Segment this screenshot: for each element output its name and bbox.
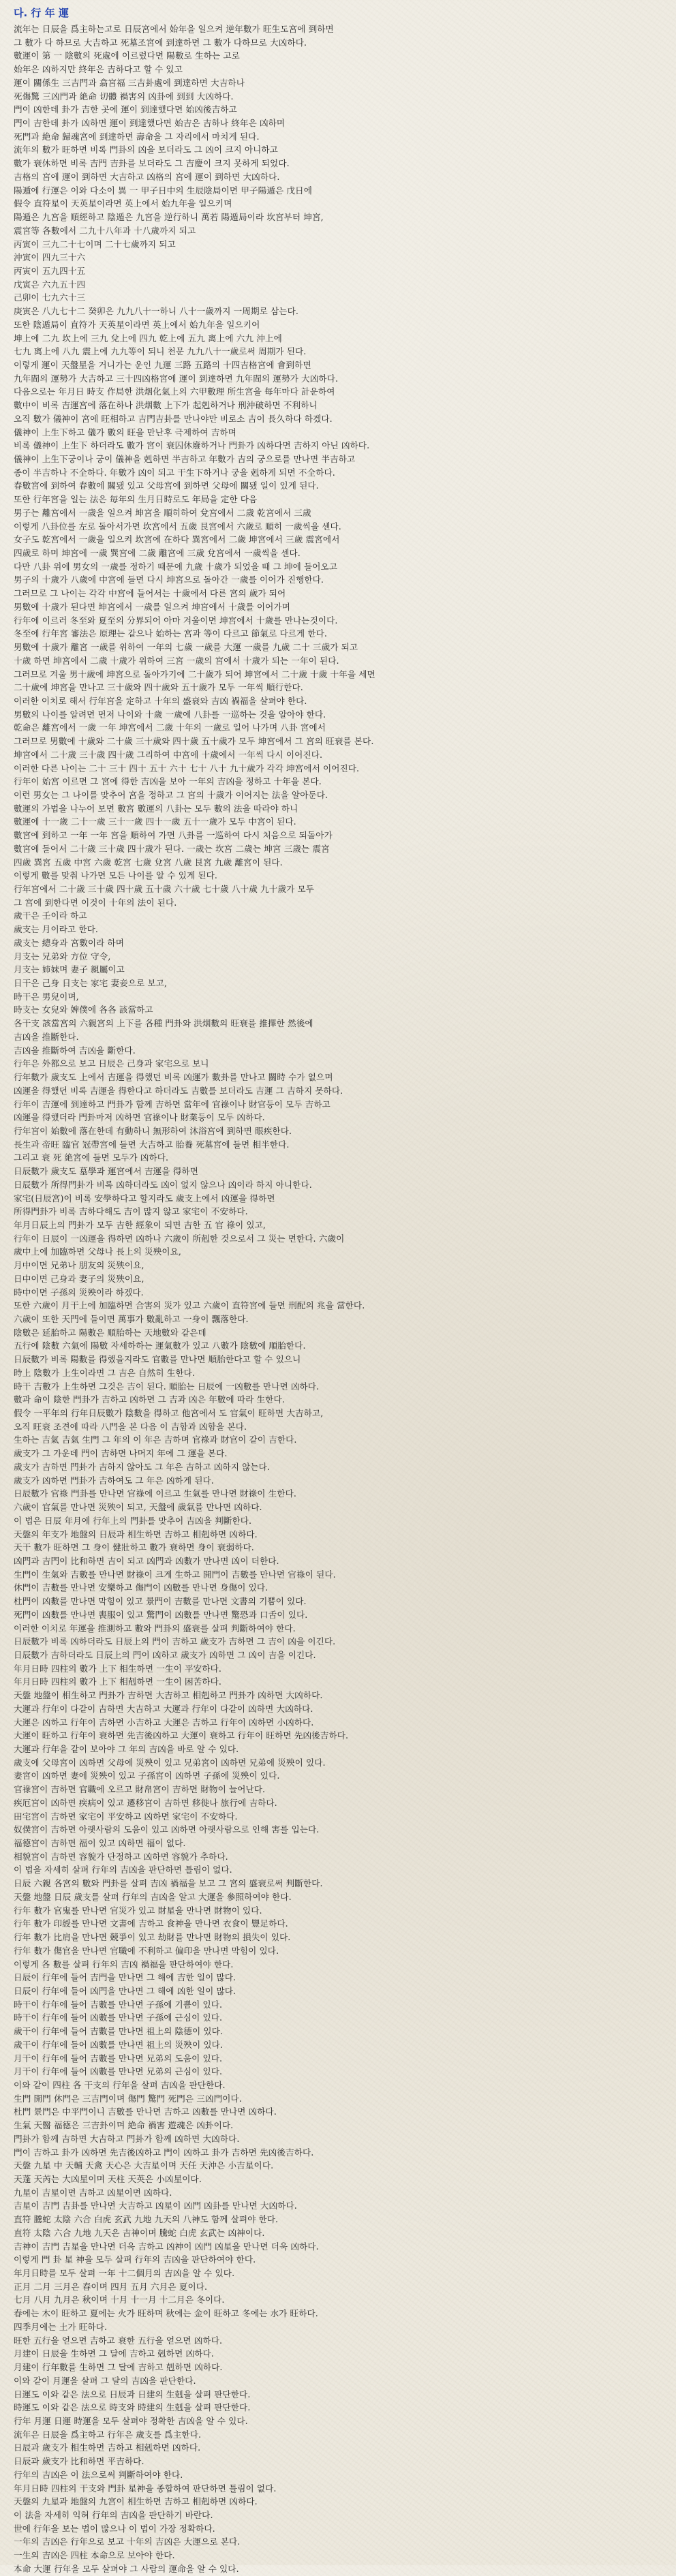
text-line: 年月日時 四柱의 干支와 門卦 星神을 종합하여 판단하면 틀림이 없다. bbox=[14, 2483, 277, 2494]
text-line: 門卦가 함께 吉하면 大吉하고 門卦가 함께 凶하면 大凶하다. bbox=[14, 2133, 240, 2144]
text-line: 行年의 吉凶은 이 法으로써 判斷하여야 한다. bbox=[14, 2469, 183, 2480]
text-line: 歲支는 月이라고 한다. bbox=[14, 924, 98, 935]
text-line: 男子는 離宮에서 一歲을 일으켜 坤宮을 順히하여 兌宮에서 二歲 乾宮에서 三歲 bbox=[14, 507, 311, 518]
text-line: 死門과 絶命 歸魂宮에 到達하면 壽命을 그 자리에서 마치게 된다. bbox=[14, 131, 260, 142]
text-line: 吉神이 吉門 吉星을 만나면 더욱 吉하고 凶神이 凶門 凶星을 만나면 더욱 凶하다. bbox=[14, 2241, 319, 2252]
text-line: 時干이 行年에 들어 吉數를 만나면 子孫에 기쁨이 있다. bbox=[14, 1999, 223, 2010]
text-line: 月干이 行年에 들어 吉數를 만나면 兄弟의 도움이 있다. bbox=[14, 2053, 223, 2064]
text-line: 流年는 日辰을 爲主하는고로 日辰宮에서 始年을 일으켜 逆年數가 旺生도宮에 到하면 bbox=[14, 24, 334, 34]
text-line: 戊寅은 六九五十四 bbox=[14, 279, 86, 290]
text-line: 陽遁에 行運은 이와 다소이 異 一 甲子日中의 生辰陰局이면 甲子陽遁은 戊日에 bbox=[14, 185, 312, 196]
text-line: 休門이 吉數를 만나면 安樂하고 傷門이 凶數를 만나면 身傷이 있다. bbox=[14, 1582, 268, 1593]
text-line: 冬至에 行年宮 審法은 原理는 같으나 始하는 宮과 等이 다르고 節氣로 다르게 한다. bbox=[14, 628, 327, 639]
text-line: 丙寅이 三九二十七이며 二十七歲까지 되고 bbox=[14, 239, 176, 249]
text-line: 死門이 凶數를 만나면 喪服이 있고 驚門이 凶數를 만나면 驚恐과 口舌이 있다. bbox=[14, 1609, 308, 1620]
text-line: 正月 二月 三月은 春이며 四月 五月 六月은 夏이다. bbox=[14, 2281, 208, 2292]
text-line: 月支는 姉妹며 妻子 親屬이고 bbox=[14, 964, 125, 975]
text-line: 歲中上에 加臨하면 父母나 長上의 災殃이요, bbox=[14, 1246, 182, 1257]
text-line: 日辰數가 歲支도 墓學과 運宮에서 吉運을 得하면 bbox=[14, 1166, 198, 1177]
text-line: 時上 陰數가 上生이라면 그 吉은 自然히 生한다. bbox=[14, 1367, 196, 1378]
text-line: 이러한 이치로 年運을 推測하고 數와 門卦의 盛衰를 살펴 判斷하여야 한다. bbox=[14, 1623, 296, 1634]
text-line: 이러한 이치로 해서 行年宮을 定하고 十年의 盛衰와 吉凶 禍福을 살펴야 한다. bbox=[14, 695, 307, 706]
text-line: 오직 數가 儀神이 宮에 旺相하고 吉門吉卦를 만나야만 비로소 吉이 長久하다 하겠다. bbox=[14, 413, 333, 424]
text-line: 數宮에 들어서 二十歲 三十歲 四十歲가 된다. 一歲는 坎宮 二歲는 坤宮 三歲는 震宮 bbox=[14, 843, 330, 854]
text-line: 行年은 外都으로 보고 日辰은 己身과 家宅으로 보니 bbox=[14, 1058, 209, 1069]
text-line: 數運이 第 一 陰數의 死處에 이르렀다면 陽數로 生하는 고로 bbox=[14, 50, 240, 61]
text-line: 月干이 行年에 들어 凶數를 만나면 兄弟의 근심이 있다. bbox=[14, 2066, 223, 2077]
text-line: 儀神이 上生下궁이나 궁이 儀神을 剋하면 半吉하고 年數가 吉의 궁으로를 만나면 半吉하고 bbox=[14, 454, 356, 464]
text-line: 凶運을 得했더라 門卦마저 凶하면 官祿이나 財業등이 모두 凶하다. bbox=[14, 1112, 265, 1123]
text-line: 또한 陰遁局이 直符가 天英星이라면 英上에서 始九年을 일으키어 bbox=[14, 319, 260, 330]
text-line: 六歲이 官氣를 만나면 災殃이 되고, 天盤에 歲氣를 만나면 凶하다. bbox=[14, 1502, 262, 1513]
text-line: 行年 數가 印綬를 만나면 文書에 吉하고 食神을 만나면 衣食이 豐足하다. bbox=[14, 1918, 288, 1929]
text-line: 종이 半吉하나 不全하다. 年數가 凶이 되고 干生下하거나 궁을 剋하게 되면 不全하다. bbox=[14, 467, 335, 478]
text-line: 流年의 數가 旺하면 비록 門卦의 凶을 보더라도 그 凶이 크지 아니하고 bbox=[14, 144, 278, 155]
text-line: 비록 儀神이 上生下 하더라도 數가 宮이 衰囚休廢하거나 門卦가 凶하다면 吉하지 아닌 凶하다. bbox=[14, 440, 370, 451]
text-line: 이렇게 運이 天盤星을 거니가는 운인 九運 三路 五路의 十四吉格宮에 會到하면 bbox=[14, 359, 311, 370]
text-line: 그 數가 다 하므로 大吉하고 死墓조宮에 到達하면 그 數가 다하므로 大凶하다. bbox=[14, 37, 307, 48]
text-line: 所得門卦가 비록 吉하다해도 吉이 많지 않고 家宅이 不安하다. bbox=[14, 1206, 248, 1217]
text-line: 日辰이 行年에 들어 吉門을 만나면 그 해에 吉한 일이 많다. bbox=[14, 1972, 236, 1983]
text-line: 大運은 凶하고 行年이 吉하면 小吉하고 大運은 吉하고 行年이 凶하면 小凶하다. bbox=[14, 1717, 314, 1728]
text-line: 行年 數가 傷官을 만나면 官職에 不利하고 偏印을 만나면 막힘이 있다. bbox=[14, 1945, 279, 1956]
text-line: 月建이 日辰을 生하면 그 달에 吉하고 剋하면 凶하다. bbox=[14, 2348, 214, 2359]
text-line: 坤宮에서 二十歲 三十歲 四十歲 그리하여 中宮에 十歲에서 一年씩 다시 이어진다. bbox=[14, 749, 323, 760]
text-line: 庚寅은 八九七十二 癸卯은 九九八十一하니 八十一歲까지 一周期로 삼는다. bbox=[14, 306, 298, 317]
text-line: 또한 行年宮을 일는 法은 毎年의 生月日時로도 年局을 定한 다음 bbox=[14, 494, 258, 505]
text-line: 己卯이 七九六十三 bbox=[14, 292, 86, 303]
text-line: 吉凶을 推斷한다. bbox=[14, 1031, 79, 1042]
text-line: 陰數은 延胎하고 陽數은 順胎하는 天地數와 같은데 bbox=[14, 1327, 206, 1338]
text-line: 歲支가 그 가운데 門이 吉하면 나머지 年에 그 運을 본다. bbox=[14, 1448, 228, 1459]
text-line: 行年宮에서 二十歲 三十歲 四十歲 五十歲 六十歲 七十歲 八十歲 九十歲가 모두 bbox=[14, 884, 314, 894]
text-line: 天盤의 九星과 地盤의 九宮이 相生하면 吉하고 相剋하면 凶하다. bbox=[14, 2496, 258, 2507]
text-line: 二十歲에 坤宮을 만나고 三十歲와 四十歲와 五十歲가 모두 一年씩 順行한다. bbox=[14, 682, 303, 693]
text-line: 假令 一平年의 行年日辰數가 陰數을 得하고 他宮에서 도 官氣이 旺하면 大吉하고, bbox=[14, 1408, 324, 1419]
text-line: 田宅宮이 吉하면 家宅이 平安하고 凶하면 家宅이 不安하다. bbox=[14, 1811, 238, 1822]
text-line: 日辰 六親 各宮의 數와 門卦를 살펴 吉凶 禍福을 보고 그 宮의 盛衰로써 判斷한다. bbox=[14, 1878, 323, 1889]
text-line: 春數宮에 到하여 春數에 關됐 있고 父母宮에 到하면 父母에 關됐 일이 있게 된다. bbox=[14, 480, 319, 491]
text-line: 大運과 行年이 다같이 吉하면 大吉하고 大運과 行年이 다같이 凶하면 大凶하다. bbox=[14, 1703, 313, 1714]
text-line: 日辰이 行年에 들어 凶門을 만나면 그 해에 凶한 일이 많다. bbox=[14, 1985, 236, 1996]
text-line: 四歲로 하며 坤宮에 一歲 巽宮에 二歲 離宮에 三歲 兌宮에서 一歲씩을 센다. bbox=[14, 548, 301, 559]
text-line: 家宅(日辰宮)이 비록 安學하다고 할지라도 歲支上에서 凶運을 得하면 bbox=[14, 1193, 275, 1203]
text-line: 日運도 이와 같은 法으로 日辰과 日建의 生剋을 살펴 판단한다. bbox=[14, 2389, 251, 2399]
text-line: 日辰數가 官祿 門卦를 만나면 官祿에 이르고 生氣를 만나면 財祿이 生한다. bbox=[14, 1488, 296, 1499]
text-line: 天盤 九星 中 天輔 天禽 天心은 大吉星이며 天任 天沖은 小吉星이다. bbox=[14, 2160, 274, 2171]
text-line: 吉凶을 推斷하여 吉凶을 斷한다. bbox=[14, 1045, 136, 1056]
text-line: 月支는 兄弟와 方位 守令, bbox=[14, 951, 111, 962]
text-line: 이 법을 자세히 살펴 行年의 吉凶을 판단하면 틀림이 없다. bbox=[14, 1865, 232, 1875]
text-line: 男數에 十歲가 離宮 一歲를 위하여 一年의 七歲 一歲를 大運 一歲를 九歲 二十 三歲가 되고 bbox=[14, 642, 358, 653]
text-line: 大運이 旺하고 行年이 衰하면 先吉後凶하고 大運이 衰하고 行年이 旺하면 先凶後吉하다. bbox=[14, 1730, 349, 1741]
text-line: 行年이 始宮 이르면 그 宮에 得한 吉凶을 보아 一年의 吉凶을 정하고 十年을 본다. bbox=[14, 776, 322, 787]
text-line: 凶運을 得했던 비록 吉運을 得한다고 하더라도 吉數를 보더라도 吉運 그 吉하지 못하다. bbox=[14, 1085, 343, 1096]
text-line: 歲支가 吉하면 門卦가 吉하지 않아도 그 年은 吉하고 凶하지 않는다. bbox=[14, 1461, 271, 1472]
text-line: 歲干은 壬이라 하고 bbox=[14, 910, 87, 921]
text-line: 이렇게 門 卦 星 神을 모두 살펴 行年의 吉凶을 판단하여야 한다. bbox=[14, 2254, 256, 2265]
text-line: 吉格의 宮에 運이 到하면 大吉하고 凶格의 宮에 運이 到하면 大凶하다. bbox=[14, 171, 280, 182]
text-line: 長生과 帝旺 臨官 冠帶宮에 들면 大吉하고 胎養 死墓宮에 들면 相半한다. bbox=[14, 1139, 290, 1150]
text-line: 儀神이 上生下하고 儀가 數의 旺을 만난후 극제하여 吉하며 bbox=[14, 427, 236, 438]
text-line: 오직 旺衰 조견에 따라 八門을 본 다음 이 吉함과 凶함을 본다. bbox=[14, 1421, 247, 1432]
text-line: 四歲 巽宮 五歲 中宮 六歲 乾宮 七歲 兌宮 八歲 艮宮 九歲 離宮이 된다. bbox=[14, 857, 283, 868]
text-line: 時干이 行年에 들어 凶數를 만나면 子孫에 근심이 있다. bbox=[14, 2012, 223, 2023]
text-line: 歲干이 行年에 들어 吉數를 만나면 祖上의 陰德이 있다. bbox=[14, 2026, 223, 2037]
text-line: 行年이 日辰이 一凶運을 得하면 凶하나 六歲이 所剋한 것으로서 그 災는 면한다. 六歲이 bbox=[14, 1233, 345, 1244]
text-line: 本命 大運 行年을 모두 살펴야 그 사람의 運命을 알 수 있다. bbox=[14, 2563, 239, 2574]
text-line: 그리고 衰 死 絶宮에 들면 모두가 凶하다. bbox=[14, 1152, 169, 1163]
text-line: 또한 六歲이 月干上에 加臨하면 合害의 災가 있고 六歲이 直符宮에 들면 刑配의 兆을 當한다. bbox=[14, 1300, 365, 1311]
text-line: 凶門과 吉門이 比和하면 吉이 되고 凶門과 凶數가 만나면 凶이 더한다. bbox=[14, 1555, 279, 1566]
text-line: 日辰數가 비록 凶하더라도 日辰上의 門이 吉하고 歲支가 吉하면 그 吉이 凶을 이긴다. bbox=[14, 1636, 336, 1647]
text-line: 年月日時 四柱의 數가 上下 相生하면 一生이 平安하다. bbox=[14, 1663, 221, 1674]
text-line: 年月日辰上의 門卦가 모두 吉한 經象이 되면 吉한 五 官 祿이 있고, bbox=[14, 1219, 266, 1230]
text-line: 旺한 五行을 얻으면 吉하고 衰한 五行을 얻으면 凶하다. bbox=[14, 2335, 223, 2346]
text-line: 門이 吉한데 卦가 凶하면 運이 到達했다면 始吉은 吉하나 終年은 凶하며 bbox=[14, 118, 286, 129]
text-line: 一年의 吉凶은 行年으로 보고 十年의 吉凶은 大運으로 본다. bbox=[14, 2536, 241, 2547]
text-line: 日辰數가 吉하더라도 日辰上의 門이 凶하고 歲支가 凶하면 그 凶이 吉을 이긴다. bbox=[14, 1649, 316, 1660]
text-line: 震宮等 各數에서 二九十八年과 十八歲까지 되고 bbox=[14, 225, 196, 236]
text-line: 四季月에는 土가 旺하다. bbox=[14, 2321, 108, 2332]
text-line: 數과 命이 陰한 門卦가 吉하고 凶하면 그 吉과 凶은 年數에 따라 生한다. bbox=[14, 1394, 285, 1405]
text-line: 沖寅이 四九三十六 bbox=[14, 252, 86, 263]
text-line: 그 宮에 到한다면 이것이 十年의 法이 된다. bbox=[14, 897, 177, 908]
text-line: 坤上에 二九 坎上에 三九 兌上에 四九 乾上에 五九 离上에 六九 沖上에 bbox=[14, 333, 282, 343]
text-line: 生門이 生氣와 吉數를 만나면 財祿이 크게 生하고 開門이 吉數를 만나면 官祿이 된다. bbox=[14, 1569, 336, 1580]
text-line: 行年數가 歲支도 上에서 吉運을 得했던 비록 凶運가 數卦를 만나고 關時 수가 없으며 bbox=[14, 1072, 333, 1083]
text-line: 九星이 吉星이면 吉하고 凶星이면 凶하다. bbox=[14, 2187, 172, 2198]
text-line: 生門 開門 休門은 三吉門이며 傷門 驚門 死門은 三凶門이다. bbox=[14, 2093, 242, 2104]
text-line: 時運도 이와 같은 法으로 時支와 時建의 生剋을 살펴 판단한다. bbox=[14, 2402, 251, 2413]
text-line: 杜門이 凶數를 만나면 막힘이 있고 景門이 吉數를 만나면 文書의 기쁨이 있다. bbox=[14, 1596, 307, 1607]
text-line: 奴僕宮이 吉하면 아랫사람의 도움이 있고 凶하면 아랫사람으로 인해 害를 입는다. bbox=[14, 1824, 320, 1835]
text-line: 杜門 景門은 中平門이니 吉數를 만나면 吉하고 凶數를 만나면 凶하다. bbox=[14, 2106, 277, 2117]
text-line: 이러한 다른 나이는 二十 三十 四十 五十 六十 七十 八十 九十歲가 각각 坤宮에서 이어진다. bbox=[14, 763, 360, 773]
text-line: 直符 太陰 六合 九地 九天은 吉神이며 騰蛇 白虎 玄武는 凶神이다. bbox=[14, 2227, 265, 2238]
text-line: 歲支가 凶하면 門卦가 吉하여도 그 年은 凶하게 된다. bbox=[14, 1475, 214, 1486]
text-line: 日辰과 歲支가 比和하면 平吉하다. bbox=[14, 2456, 144, 2467]
text-line: 丙寅이 五九四十五 bbox=[14, 265, 86, 276]
text-line: 歲支에 父母宮이 凶하면 父母에 災殃이 있고 兄弟宮이 凶하면 兄弟에 災殃이 있다. bbox=[14, 1757, 326, 1768]
text-line: 歲干이 行年에 들어 凶數를 만나면 祖上의 災殃이 있다. bbox=[14, 2039, 223, 2050]
text-line: 年月日時 四柱의 數가 上下 相剋하면 一生이 困苦하다. bbox=[14, 1676, 221, 1687]
text-line: 年月日時를 모두 살펴 一年 十二個月의 吉凶을 알 수 있다. bbox=[14, 2268, 235, 2279]
text-line: 天蓬 天芮는 大凶星이며 天柱 天英은 小凶星이다. bbox=[14, 2174, 202, 2184]
text-line: 陽遁은 九宮을 順經하고 陰遁은 九宮을 逆行하니 萬若 陽遁局이라 坎宮부터 坤宮, bbox=[14, 212, 324, 223]
text-line: 다만 八卦 위에 男女의 一歲를 정하기 때문에 九歲 十歲가 되었을 때 그 坤에 들어오고 bbox=[14, 561, 338, 572]
text-line: 그러므로 그 나이는 각각 中宮에 들어서는 十歲에서 다른 宮의 歲가 되어 bbox=[14, 588, 286, 599]
text-line: 各干支 該當宮의 六親宮의 上下를 各種 門卦와 洪烟數의 旺衰를 推擇한 然後에 bbox=[14, 1018, 313, 1029]
text-line: 日辰과 歲支가 相生하면 吉하고 相剋하면 凶하다. bbox=[14, 2442, 201, 2453]
text-line: 吉星이 吉門 吉卦를 만나면 大吉하고 凶星이 凶門 凶卦를 만나면 大凶하다. bbox=[14, 2201, 297, 2211]
text-line: 月建이 行年數를 生하면 그 달에 吉하고 剋하면 凶하다. bbox=[14, 2362, 223, 2373]
text-line: 男數의 나이를 알려면 먼저 나이와 十歲 一歲에 八卦를 一巡하는 것을 알아야 한다. bbox=[14, 709, 326, 720]
text-line: 時中이면 子孫의 災殃이라 하겠다. bbox=[14, 1287, 144, 1298]
text-line: 福德宮이 吉하면 福이 있고 凶하면 福이 없다. bbox=[14, 1838, 186, 1849]
text-line: 乾命은 離宮에서 一歲 一年 坤宮에서 二歲 十年의 一歲로 일어 나가며 八卦 宮에서 bbox=[14, 722, 326, 733]
text-line: 六歲이 또한 天門에 들이면 萬事가 數亂하고 一身이 飄落한다. bbox=[14, 1314, 249, 1324]
text-line: 時干 吉數가 上生하면 그것은 吉이 된다. 順胎는 日辰에 一凶數를 만나면 凶하다. bbox=[14, 1381, 320, 1392]
text-line: 時支는 女兒와 婢僕에 各各 該當하고 bbox=[14, 1005, 153, 1015]
text-line: 假令 直符星이 天英星이라면 英上에서 始九年을 일으키며 bbox=[14, 198, 232, 209]
text-line: 天盤 地盤이 相生하고 門卦가 吉하면 大吉하고 相剋하고 門卦가 凶하면 大凶하다. bbox=[14, 1690, 323, 1701]
text-line: 官祿宮이 吉하면 官職에 오르고 財帛宮이 吉하면 財物이 늘어난다. bbox=[14, 1784, 266, 1795]
text-line: 日辰數가 所得門卦가 비록 凶하더라도 凶이 없지 않으나 凶이라 하지 아니한다. bbox=[14, 1179, 312, 1190]
text-line: 이 법은 日辰 年月에 行年上의 門卦를 맞추어 吉凶을 判斷한다. bbox=[14, 1515, 252, 1526]
section-heading: 다. 行 年 運 bbox=[14, 7, 69, 19]
text-line: 男子의 十歲가 八歲에 中宮에 들면 다시 坤宮으로 돌아간 一歲를 이어가 진행한다. bbox=[14, 574, 324, 585]
text-line: 死傷驚 三凶門과 絶命 切體 禍害의 凶卦에 到到 大凶하다. bbox=[14, 91, 234, 102]
text-line: 直符 騰蛇 太陰 六合 白虎 玄武 九地 九天의 八神도 함께 살펴야 한다. bbox=[14, 2214, 279, 2225]
text-line: 生하는 吉氣 吉氣 生門 그 年의 이 年은 吉하며 官祿과 財官이 같이 吉한다. bbox=[14, 1435, 297, 1445]
text-line: 一生의 吉凶은 四柱 本命으로 보아야 한다. bbox=[14, 2550, 175, 2561]
text-line: 生氣 天醫 福德은 三吉卦이며 絶命 禍害 遊魂은 凶卦이다. bbox=[14, 2120, 234, 2131]
text-line: 行年宮이 始數에 落在한데 有動하니 無形하여 沐浴宮에 到하면 眼疾한다. bbox=[14, 1125, 292, 1136]
text-line: 歲支는 總身과 宮數이라 하며 bbox=[14, 937, 125, 948]
text-line: 相貌宮이 吉하면 容貌가 단정하고 凶하면 容貌가 추하다. bbox=[14, 1851, 228, 1862]
text-line: 數運에 十一歲 二十一歲 三十一歲 四十一歲 五十一歲가 모두 中宮이 된다. bbox=[14, 816, 296, 827]
text-line: 女子도 乾宮에서 一歲을 일으켜 坎宮에 在하다 巽宮에서 二歲 坤宮에서 三歲 震宮에서 bbox=[14, 534, 340, 545]
text-line: 그러므로 겨울 男十歲에 坤宮으로 돌아가기에 二十歲가 되어 坤宮에서 二十歲 十歲 十年을 세면 bbox=[14, 669, 375, 679]
text-line: 이와 같이 四柱 各 干支의 行年을 살펴 吉凶을 판단한다. bbox=[14, 2079, 226, 2090]
text-line: 이렇게 八卦位를 左로 돌아서가면 坎宮에서 五歲 艮宮에서 六歲로 順히 一歲씩을 센다. bbox=[14, 521, 341, 532]
text-line: 天干 數가 旺하면 그 身이 健壯하고 數가 衰하면 身이 衰弱하다. bbox=[14, 1542, 254, 1553]
text-line: 이 法을 자세히 익혀 行年의 吉凶을 판단하기 바란다. bbox=[14, 2509, 213, 2520]
text-line: 다음으로는 年月日 時支 作局한 洪烟化氣上의 六甲數理 所生宮을 每年마다 計운하여 bbox=[14, 386, 335, 397]
text-line: 天盤 地盤 日辰 歲支를 살펴 行年의 吉凶을 알고 大運을 參照하여야 한다. bbox=[14, 1891, 292, 1902]
text-line: 이런 男女는 그 나이를 맞추어 宮을 정하고 그 宮의 十歲가 이어지는 法을 알아둔다. bbox=[14, 789, 328, 800]
text-line: 數運의 가법을 나누어 보면 數宮 數運의 八卦는 모두 數의 法을 따라야 하니 bbox=[14, 803, 298, 814]
text-line: 數가 衰休하면 비록 吉門 吉卦를 보더라도 그 吉慶이 크지 못하게 되었다. bbox=[14, 158, 290, 169]
text-line: 行年 數가 官鬼를 만나면 官災가 있고 財星을 만나면 財物이 있다. bbox=[14, 1905, 262, 1916]
text-line: 行年 數가 比肩을 만나면 競爭이 있고 劫財를 만나면 財物의 損失이 있다. bbox=[14, 1932, 291, 1943]
text-line: 七九 离上에 八九 震上에 九九等이 되니 천문 九九八十一歲로써 周期가 된다. bbox=[14, 346, 307, 357]
text-line: 十歲 하면 坤宮에서 二歲 十歲가 위하여 三宮 一歲의 宮에서 十歲가 되는 一年이 된다. bbox=[14, 655, 339, 666]
text-line: 男數에 十歲가 된다면 坤宮에서 一歲를 일으켜 坤宮에서 十歲를 이어가며 bbox=[14, 601, 290, 612]
text-line: 이렇게 各 數를 살펴 行年의 吉凶 禍福을 판단하여야 한다. bbox=[14, 1959, 234, 1969]
text-line: 流年은 日辰을 爲主하고 行年은 歲支를 爲主한다. bbox=[14, 2429, 202, 2440]
body-text bbox=[14, 22, 676, 2576]
text-line: 日干은 己身 日支는 家宅 妻妾으로 보고, bbox=[14, 978, 168, 989]
text-line: 日中이면 己身과 妻子의 災殃이요, bbox=[14, 1273, 144, 1284]
text-line: 世에 行年을 보는 법이 많으나 이 법이 가장 정확하다. bbox=[14, 2523, 215, 2534]
text-line: 數宮에 到하고 一年 一年 宮을 順하여 가면 八卦를 一巡하여 다시 처음으로 되돌아가 bbox=[14, 830, 333, 841]
text-line: 行年 月運 日運 時運을 모두 살펴야 정확한 吉凶을 알 수 있다. bbox=[14, 2415, 248, 2426]
text-line: 五行에 陰數 六氣에 陽數 자세하하는 運氣數가 있고 八數가 陰數에 順胎한다. bbox=[14, 1340, 306, 1351]
text-line: 門이 凶한데 卦가 吉한 곳에 運이 到達했다면 始凶後吉하고 bbox=[14, 104, 237, 115]
text-line: 數中이 비록 吉運宮에 落在하나 洪烟數 上下가 起剋하거나 刑沖破하면 不利하니 bbox=[14, 400, 318, 411]
text-line: 時干은 男兒이며, bbox=[14, 991, 79, 1002]
text-line: 日辰數가 비록 陽數를 得했을지라도 官數를 만나면 順胎한다고 할 수 있으니 bbox=[14, 1354, 301, 1365]
text-line: 行年이 吉運에 到達하고 門卦가 함께 吉하면 當年에 官祿이나 財官등이 모두 吉하고 bbox=[14, 1099, 331, 1109]
text-line: 이렇게 數를 맞춰 나가면 모든 나이를 알 수 있게 된다. bbox=[14, 870, 218, 881]
text-line: 行年에 이르러 冬至와 夏至의 分界되어 아마 겨울이면 坤宮에서 十歲를 만나는것이다. bbox=[14, 615, 338, 626]
text-line: 九年間의 運勢가 大吉하고 三十四凶格宮에 運이 到達하면 九年間의 運勢가 大凶하다. bbox=[14, 373, 339, 384]
text-line: 大運과 行年을 같이 보아야 그 年의 吉凶을 바로 알 수 있다. bbox=[14, 1744, 239, 1754]
text-line: 運이 關係生 三吉門과 翕宮福 三吉卦處에 到達하면 大吉하나 bbox=[14, 77, 245, 88]
text-line: 春에는 木이 旺하고 夏에는 火가 旺하며 秋에는 金이 旺하고 冬에는 水가 旺하다. bbox=[14, 2308, 318, 2319]
text-line: 天盤의 年支가 地盤의 日辰과 相生하면 吉하고 相剋하면 凶하다. bbox=[14, 1529, 258, 1539]
text-line: 門이 吉하고 卦가 凶하면 先吉後凶하고 門이 凶하고 卦가 吉하면 先凶後吉하다. bbox=[14, 2147, 314, 2158]
text-line: 이와 같이 月運을 살펴 그 달의 吉凶을 판단한다. bbox=[14, 2375, 196, 2386]
text-line: 疾厄宮이 凶하면 疾病이 있고 遷移宮이 吉하면 移徙나 旅行에 吉하다. bbox=[14, 1797, 277, 1808]
text-line: 妻宮이 凶하면 妻에 災殃이 있고 子孫宮이 凶하면 子孫에 災殃이 있다. bbox=[14, 1770, 280, 1781]
text-line: 七月 八月 九月은 秋이며 十月 十一月 十二月은 冬이다. bbox=[14, 2295, 225, 2305]
text-line: 月中이면 兄弟나 朋友의 災殃이요, bbox=[14, 1260, 144, 1271]
text-line: 그러므로 男數에 十歲와 二十歲 三十歲와 四十歲 五十歲가 모두 坤宮에서 그 宮의 旺衰를 본다. bbox=[14, 736, 374, 747]
text-line: 始年은 凶하지만 終年은 吉하다고 할 수 있고 bbox=[14, 64, 183, 75]
